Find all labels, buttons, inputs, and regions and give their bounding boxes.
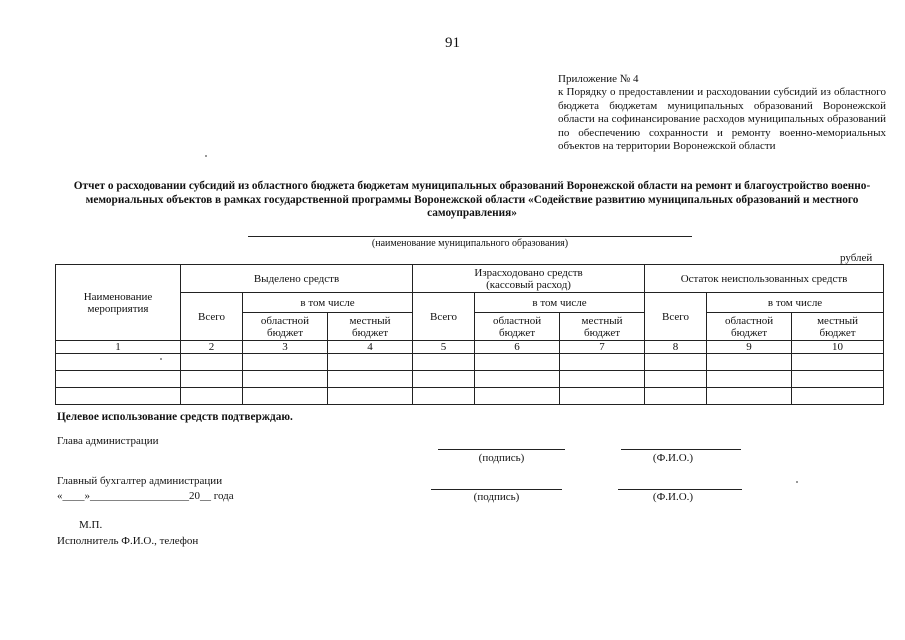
table-cell[interactable] — [328, 371, 413, 388]
table-cell[interactable] — [645, 354, 707, 371]
table-cell[interactable] — [56, 388, 181, 405]
table-cell[interactable] — [560, 371, 645, 388]
table-cell[interactable] — [707, 388, 792, 405]
col-num-4: 4 — [328, 341, 413, 354]
col-num-9: 9 — [707, 341, 792, 354]
col-num-8: 8 — [645, 341, 707, 354]
head-admin-signature-caption: (подпись) — [478, 452, 525, 464]
head-admin-signature-line[interactable] — [438, 449, 565, 450]
appendix-title: Приложение № 4 — [558, 73, 639, 85]
appendix-text: к Порядку о предоставлении и расходовании субсидий из областного бюджета бюджетам муниципальных образований Воронежской области на софинансирование расходов муниципальных образований по обеспечению сохранности и ремонту военно-мемориальных объектов на территории Воронежской области — [558, 86, 886, 153]
table-cell[interactable] — [792, 371, 884, 388]
executor-label: Исполнитель Ф.И.О., телефон — [57, 535, 199, 547]
header-local-budget-remaining: местный бюджет — [792, 313, 884, 341]
scan-speck — [160, 358, 162, 360]
col-num-1: 1 — [56, 341, 181, 354]
table-cell[interactable] — [328, 388, 413, 405]
head-admin-label: Глава администрации — [57, 435, 159, 447]
header-total-allocated: Всего — [181, 293, 243, 341]
confirm-statement: Целевое использование средств подтверждаю. — [57, 411, 293, 423]
table-row — [56, 354, 884, 371]
accountant-fio-caption: (Ф.И.О.) — [652, 491, 694, 503]
table-cell[interactable] — [181, 354, 243, 371]
col-num-2: 2 — [181, 341, 243, 354]
header-including-spent: в том числе — [475, 293, 645, 313]
municipality-caption: (наименование муниципального образования) — [371, 238, 569, 249]
appendix-block — [558, 73, 886, 153]
date-line[interactable]: «____»__________________20__ года — [57, 490, 234, 502]
table-cell[interactable] — [475, 354, 560, 371]
table-cell[interactable] — [707, 354, 792, 371]
table-cell[interactable] — [645, 371, 707, 388]
scan-speck — [796, 481, 798, 483]
table-cell[interactable] — [56, 371, 181, 388]
table-cell[interactable] — [413, 354, 475, 371]
table-cell[interactable] — [645, 388, 707, 405]
col-num-3: 3 — [243, 341, 328, 354]
header-event-name: Наименование мероприятия — [56, 265, 181, 341]
units-label: рублей — [840, 252, 873, 264]
table-cell[interactable] — [413, 388, 475, 405]
table-cell[interactable] — [243, 371, 328, 388]
chief-accountant-label: Главный бухгалтер администрации — [57, 475, 223, 487]
header-spent: Израсходовано средств (кассовый расход) — [413, 265, 645, 293]
report-table — [55, 264, 884, 405]
table-cell[interactable] — [56, 354, 181, 371]
table-row — [56, 388, 884, 405]
table-cell[interactable] — [475, 388, 560, 405]
table-cell[interactable] — [792, 388, 884, 405]
scan-speck — [205, 155, 207, 157]
page-number: 91 — [445, 35, 460, 51]
table-cell[interactable] — [243, 354, 328, 371]
accountant-signature-caption: (подпись) — [473, 491, 520, 503]
header-allocated: Выделено средств — [181, 265, 413, 293]
col-num-7: 7 — [560, 341, 645, 354]
table-cell[interactable] — [181, 388, 243, 405]
accountant-fio-line[interactable] — [618, 489, 742, 490]
column-number-row — [56, 341, 884, 354]
header-regional-budget-remaining: областной бюджет — [707, 313, 792, 341]
accountant-signature-line[interactable] — [431, 489, 562, 490]
header-including-allocated: в том числе — [243, 293, 413, 313]
table-cell[interactable] — [328, 354, 413, 371]
table-cell[interactable] — [181, 371, 243, 388]
header-regional-budget-spent: областной бюджет — [475, 313, 560, 341]
table-cell[interactable] — [707, 371, 792, 388]
col-num-6: 6 — [475, 341, 560, 354]
col-num-5: 5 — [413, 341, 475, 354]
stamp-label: М.П. — [79, 519, 103, 531]
municipality-name-line[interactable] — [248, 236, 692, 237]
header-local-budget-spent: местный бюджет — [560, 313, 645, 341]
table-cell[interactable] — [560, 388, 645, 405]
header-total-remaining: Всего — [645, 293, 707, 341]
head-admin-fio-line[interactable] — [621, 449, 741, 450]
table-cell[interactable] — [413, 371, 475, 388]
header-total-spent: Всего — [413, 293, 475, 341]
table-row — [56, 371, 884, 388]
table-cell[interactable] — [792, 354, 884, 371]
report-title: Отчет о расходовании субсидий из областного бюджета бюджетам муниципальных образований Воронежской области на ремонт и благоустройство военно-мемориальных объектов в рамках государственной программы Воронежской области «Содействие развитию муниципальных образований и местного самоуправления» — [73, 180, 871, 219]
head-admin-fio-caption: (Ф.И.О.) — [652, 452, 694, 464]
table-cell[interactable] — [243, 388, 328, 405]
table-cell[interactable] — [560, 354, 645, 371]
header-remaining: Остаток неиспользованных средств — [645, 265, 884, 293]
header-regional-budget-allocated: областной бюджет — [243, 313, 328, 341]
header-including-remaining: в том числе — [707, 293, 884, 313]
col-num-10: 10 — [792, 341, 884, 354]
table-cell[interactable] — [475, 371, 560, 388]
header-local-budget-allocated: местный бюджет — [328, 313, 413, 341]
